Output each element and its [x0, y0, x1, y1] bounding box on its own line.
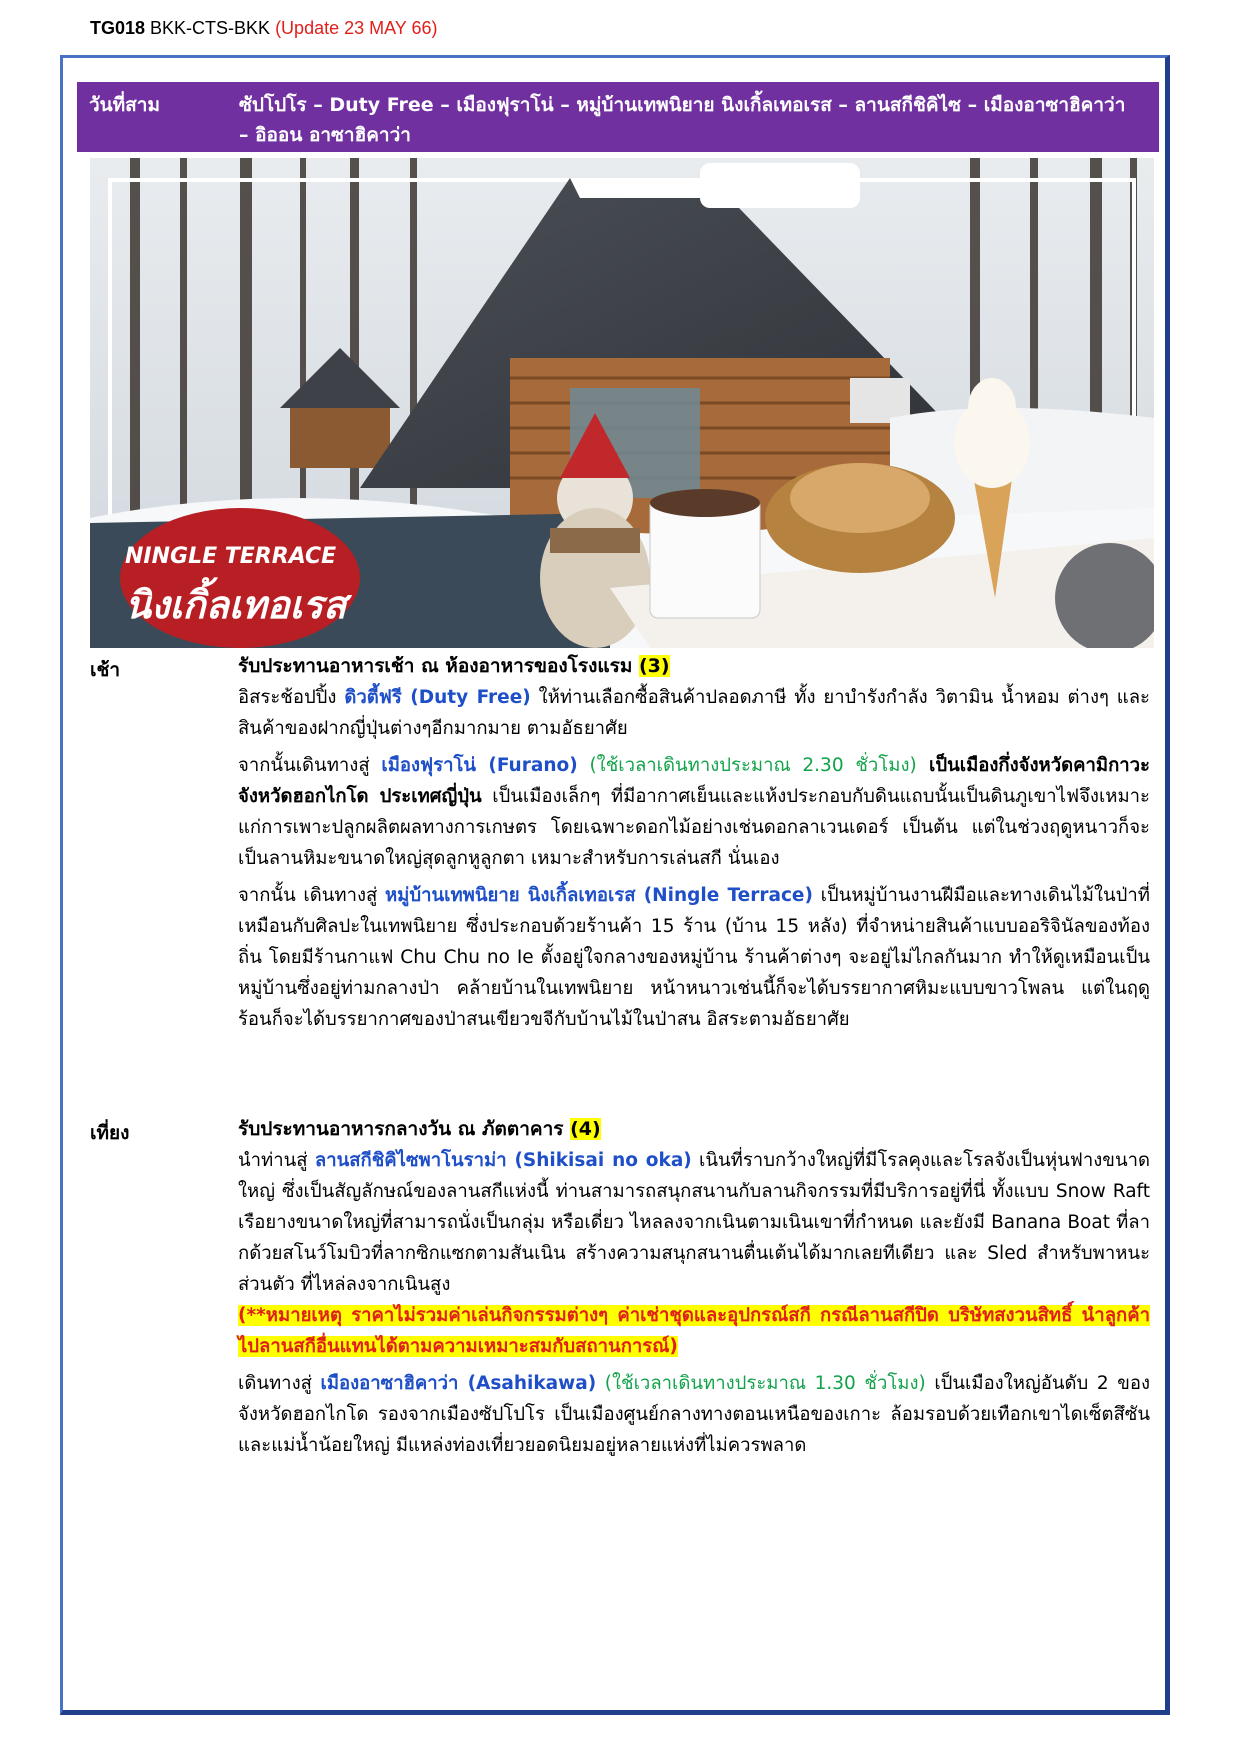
meal-number: (4)	[570, 1118, 601, 1140]
travel-time: (ใช้เวลาเดินทางประมาณ 2.30 ชั่วโมง)	[577, 755, 917, 776]
morning-section	[238, 651, 1150, 1041]
shikisai-place: ลานสกีชิคิไซพาโนราม่า (Shikisai no oka)	[314, 1150, 692, 1171]
ski-note: (**หมายเหตุ ราคาไม่รวมค่าเล่นกิจกรรมต่างๆ ค่าเช่าชุดและอุปกรณ์สกี กรณีลานสกีปิด บริษัทสงวนสิทธิ์ นำลูกค้าไปลานสกีอื่นแทนได้ตามความเหมาะสมกับสถานการณ์)	[238, 1305, 1150, 1357]
day-header-band	[77, 82, 1159, 152]
ningle-terrace-photo	[90, 158, 1154, 648]
ningle-paragraph: จากนั้น เดินทางสู่ หมู่บ้านเทพนิยาย นิงเกิ้ลเทอเรส (Ningle Terrace) เป็นหมู่บ้านงานฝีมือและทางเดินไม้ในป่าที่เหมือนกับศิลปะในเทพนิยาย ซึ่งประกอบด้วยร้านค้า 15 ร้าน (บ้าน 15 หลัง) ที่จำหน่ายสินค้าแบบออริจินัลของท้องถิ่น โดยมีร้านกาแฟ Chu Chu no Ie ตั้งอยู่ใจกลางของหมู่บ้าน ร้านค้าต่างๆ จะอยู่ไม่ไกลกันมาก ทำให้ดูเหมือนเป็นหมู่บ้านซึ่งอยู่ท่ามกลางป่า คล้ายบ้านในเทพนิยาย หน้าหนาวเช่นนี้ก็จะได้บรรยากาศหิมะแบบขาวโพลน แต่ในฤดูร้อนก็จะได้บรรยากาศของป่าสนเขียวขจีกับบ้านไม้ในป่าสน อิสระตามอัธยาศัย	[238, 885, 1150, 1030]
duty-free-paragraph: อิสระช้อปปิ้ง ดิวตี้ฟรี (Duty Free) ให้ท่านเลือกซื้อสินค้าปลอดภาษี ทั้ง ยาบำรังกำลัง วิตามิน น้ำหอม ต่างๆ และสินค้าของฝากญี่ปุ่นต่างๆอีกมากมาย ตามอัธยาศัย	[238, 687, 1150, 739]
noon-label: เที่ยง	[90, 1122, 130, 1144]
duty-free-place: ดิวตี้ฟรี (Duty Free)	[344, 687, 531, 708]
logo-en: NINGLE TERRACE	[125, 544, 337, 569]
route: BKK-CTS-BKK	[145, 18, 276, 38]
page-header	[90, 18, 437, 39]
day-label: วันที่สาม	[89, 94, 160, 116]
tour-code: TG018	[90, 18, 146, 38]
meal-number: (3)	[638, 655, 670, 677]
travel-time: (ใช้เวลาเดินทางประมาณ 1.30 ชั่วโมง)	[596, 1373, 926, 1394]
shikisai-paragraph: นำท่านสู่ ลานสกีชิคิไซพาโนราม่า (Shikisai no oka) เนินที่ราบกว้างใหญ่ที่มีโรลคุงและโรลจังเป็นหุ่นฟางขนาดใหญ่ ซึ่งเป็นสัญลักษณ์ของลานสกีแห่งนี้ ท่านสามารถสนุกสนานกับลานกิจกรรมที่มีบริการอยู่ที่นี่ ทั้งแบบ Snow Raft เรือยางขนาดใหญ่ที่สามารถนั่งเป็นกลุ่ม หรือเดี่ยว ไหลลงจากเนินตามเนินเขาที่กำหนด และยังมี Banana Boat ที่ลากด้วยสโนว์โมบิวที่ลากซิกแซกตามสันเนิน สร้างความสนุกสนานตื่นเต้นได้มากเลยทีเดียว และ Sled สำหรับพาหนะส่วนตัว ที่ไหล่ลงจากเนินสูง (**หมายเหตุ ราคาไม่รวมค่าเล่นกิจกรรมต่างๆ ค่าเช่าชุดและอุปกรณ์สกี กรณีลานสกีปิด บริษัทสงวนสิทธิ์ นำลูกค้าไปลานสกีอื่นแทนได้ตามความเหมาะสมกับสถานการณ์)	[238, 1150, 1150, 1357]
furano-paragraph: จากนั้นเดินทางสู่ เมืองฟุราโน่ (Furano) (ใช้เวลาเดินทางประมาณ 2.30 ชั่วโมง) เป็นเมืองกึ่งจังหวัดคามิกาวะ จังหวัดฮอกไกโด ประเทศญี่ปุ่น เป็นเมืองเล็กๆ ที่มีอากาศเย็นและแห้งประกอบกับดินแถบนั้นเป็นดินภูเขาไฟจึงเหมาะแก่การเพาะปลูกผลิตผลทางการเกษตร โดยเฉพาะดอกไม้อย่างเช่นดอกลาเวนเดอร์ เป็นต้น แต่ในช่วงฤดูหนาวก็จะเป็นลานหิมะขนาดใหญ่สุดลูกหูลูกตา เหมาะสำหรับการเล่นสกี นั่นเอง	[238, 755, 1150, 869]
hero-image	[90, 158, 1154, 648]
ningle-place: หมู่บ้านเทพนิยาย นิงเกิ้ลเทอเรส (Ningle Terrace)	[384, 885, 813, 906]
update-date: (Update 23 MAY 66)	[275, 18, 438, 38]
furano-place: เมืองฟุราโน่ (Furano)	[381, 755, 578, 776]
noon-section	[238, 1114, 1150, 1467]
breakfast-text: รับประทานอาหารเช้า ณ ห้องอาหารของโรงแรม	[238, 655, 639, 677]
day-title: ซัปโปโร – Duty Free – เมืองฟุราโน่ – หมู่บ้านเทพนิยาย นิงเกิ้ลเทอเรส – ลานสกีชิคิไซ – เมืองอาซาฮิคาว่า – อิออน อาซาฮิคาว่า	[239, 94, 1126, 146]
asahikawa-paragraph: เดินทางสู่ เมืองอาซาฮิคาว่า (Asahikawa) (ใช้เวลาเดินทางประมาณ 1.30 ชั่วโมง) เป็นเมืองใหญ่อันดับ 2 ของจังหวัดฮอกไกโด รองจากเมืองซัปโปโร เป็นเมืองศูนย์กลางทางตอนเหนือของเกาะ ล้อมรอบด้วยเทือกเขาไดเซ็ตสึซันและแม่น้ำน้อยใหญ่ มีแหล่งท่องเที่ยวยอดนิยมอยู่หลายแห่งที่ไม่ควรพลาด	[238, 1373, 1150, 1456]
lunch-line	[238, 1114, 1150, 1145]
morning-label: เช้า	[90, 659, 121, 681]
asahikawa-place: เมืองอาซาฮิคาว่า (Asahikawa)	[320, 1373, 597, 1394]
logo-th: นิงเกิ้ลเทอเรส	[125, 583, 347, 627]
breakfast-line	[238, 651, 1150, 682]
lunch-text: รับประทานอาหารกลางวัน ณ ภัตตาคาร	[238, 1118, 571, 1140]
